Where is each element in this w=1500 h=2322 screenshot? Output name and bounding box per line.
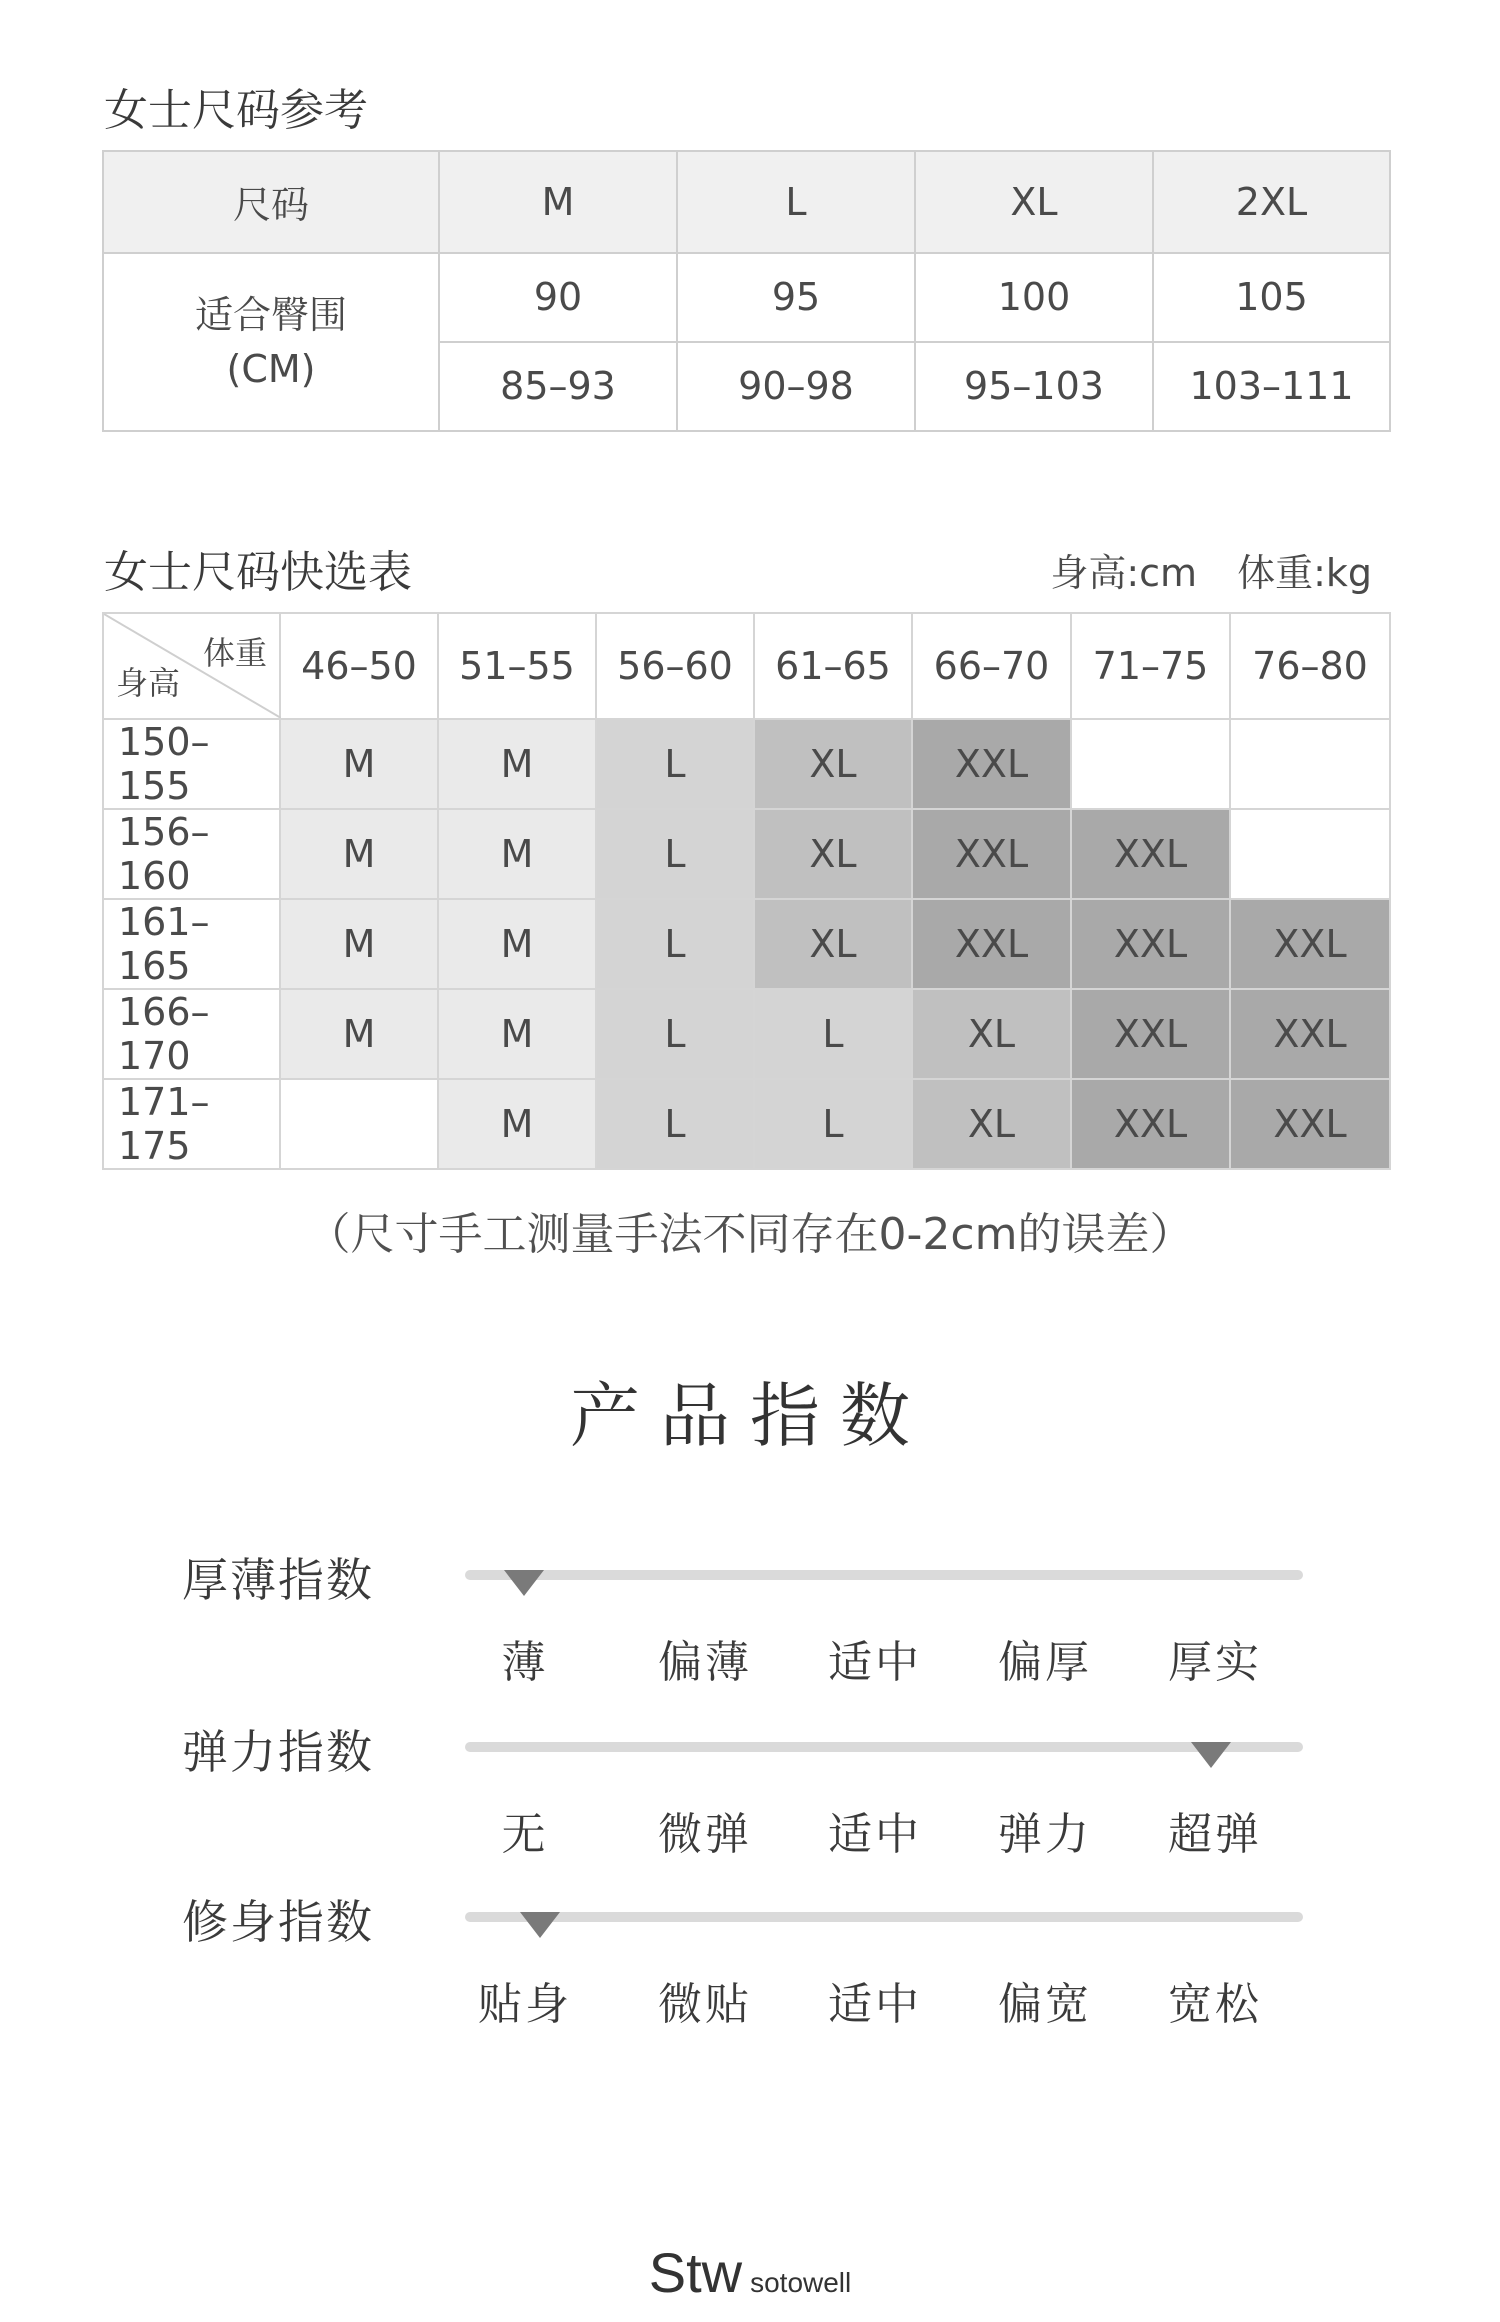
size-cell: XXL: [912, 809, 1071, 899]
index-section-title: 产品指数: [570, 1375, 930, 1457]
logo-mark: Stw: [648, 2241, 743, 2304]
size-cell: XL: [912, 1079, 1071, 1169]
size-cell: L: [596, 1079, 754, 1169]
hip-range-cell: 103–111: [1153, 342, 1390, 431]
size-cell: XXL: [1071, 899, 1230, 989]
quick-section-title: 女士尺码快选表: [104, 547, 412, 598]
size-cell: XXL: [1230, 989, 1390, 1079]
size-cell: XXL: [912, 899, 1071, 989]
size-header-cell: 2XL: [1153, 151, 1390, 253]
weight-header-cell: 56–60: [596, 613, 754, 719]
size-reference-table: [102, 150, 1391, 432]
size-cell: M: [438, 989, 596, 1079]
index-label: 弹力指数: [182, 1725, 374, 1779]
weight-header-cell: 61–65: [754, 613, 912, 719]
size-cell: M: [438, 1079, 596, 1169]
size-quick-select-table: [102, 612, 1391, 1170]
size-cell: XXL: [1071, 989, 1230, 1079]
size-cell: M: [280, 989, 438, 1079]
hip-value-cell: 90: [439, 253, 677, 342]
index-track: [465, 1570, 1303, 1580]
height-unit: 身高:cm: [1050, 551, 1198, 595]
size-cell: [1230, 719, 1390, 809]
weight-header-cell: 76–80: [1230, 613, 1390, 719]
size-cell: M: [438, 899, 596, 989]
size-cell: [1230, 809, 1390, 899]
height-row-label: 150–155: [103, 719, 280, 809]
size-cell: [280, 1079, 438, 1169]
hip-range-cell: 95–103: [915, 342, 1153, 431]
brand-name: sotowell: [750, 2267, 852, 2298]
index-scale-label: 适中: [828, 1809, 922, 1860]
index-label: 修身指数: [182, 1895, 374, 1949]
size-header-cell: XL: [915, 151, 1153, 253]
size-cell: M: [280, 899, 438, 989]
index-scale-label: 弹力: [998, 1809, 1092, 1860]
weight-header-cell: 51–55: [438, 613, 596, 719]
table-row: [103, 253, 1390, 342]
height-row-label: 161–165: [103, 899, 280, 989]
index-scale-label: 微弹: [658, 1809, 752, 1860]
ref-section-title: 女士尺码参考: [104, 85, 368, 136]
size-cell: XL: [754, 809, 912, 899]
hip-range-cell: 85–93: [439, 342, 677, 431]
index-marker-icon: [504, 1570, 544, 1596]
size-cell: M: [438, 809, 596, 899]
table-row: [103, 809, 1390, 899]
size-cell: XL: [754, 719, 912, 809]
weight-header-cell: 71–75: [1071, 613, 1230, 719]
size-cell: L: [596, 809, 754, 899]
weight-header-cell: 46–50: [280, 613, 438, 719]
height-row-label: 166–170: [103, 989, 280, 1079]
size-header-label: 尺码: [103, 151, 439, 253]
weight-unit: 体重:kg: [1237, 551, 1372, 595]
index-scale-label: 偏薄: [658, 1637, 752, 1688]
index-scale-label: 偏厚: [998, 1637, 1092, 1688]
corner-height-label: 身高: [116, 664, 181, 702]
index-scale-label: 超弹: [1168, 1809, 1262, 1860]
table-header-row: [103, 613, 1390, 719]
table-row: [103, 1079, 1390, 1169]
hip-value-cell: 100: [915, 253, 1153, 342]
hip-range-cell: 90–98: [677, 342, 915, 431]
index-scale-label: 无: [501, 1809, 549, 1860]
index-scale-label: 厚实: [1168, 1637, 1262, 1688]
hip-label-text: 适合臀围: [194, 292, 347, 337]
size-cell: L: [596, 719, 754, 809]
size-cell: XXL: [1230, 899, 1390, 989]
index-marker-icon: [520, 1912, 560, 1938]
height-row-label: 156–160: [103, 809, 280, 899]
size-cell: XXL: [1071, 1079, 1230, 1169]
index-scale-label: 薄: [501, 1637, 549, 1688]
size-cell: L: [596, 989, 754, 1079]
measurement-note: （尺寸手工测量手法不同存在0-2cm的误差）: [306, 1209, 1194, 1260]
hip-row-label: [103, 253, 439, 431]
index-scale-label: 贴身: [478, 1979, 572, 2030]
height-row-label: 171–175: [103, 1079, 280, 1169]
size-cell: M: [438, 719, 596, 809]
index-scale-label: 适中: [828, 1637, 922, 1688]
table-row: [103, 899, 1390, 989]
index-scale-label: 偏宽: [998, 1979, 1092, 2030]
index-track: [465, 1742, 1303, 1752]
size-cell: XL: [754, 899, 912, 989]
weight-header-cell: 66–70: [912, 613, 1071, 719]
corner-weight-label: 体重: [202, 634, 267, 672]
size-cell: M: [280, 719, 438, 809]
table-header-row: [103, 151, 1390, 253]
index-marker-icon: [1191, 1742, 1231, 1768]
hip-value-cell: 105: [1153, 253, 1390, 342]
size-cell: M: [280, 809, 438, 899]
index-label: 厚薄指数: [182, 1553, 374, 1607]
hip-value-cell: 95: [677, 253, 915, 342]
hip-label-unit: (CM): [226, 346, 316, 391]
size-cell: XXL: [912, 719, 1071, 809]
index-scale-label: 宽松: [1168, 1979, 1262, 2030]
index-scale-label: 适中: [828, 1979, 922, 2030]
size-header-cell: M: [439, 151, 677, 253]
size-cell: [1071, 719, 1230, 809]
index-track: [465, 1912, 1303, 1922]
size-cell: XL: [912, 989, 1071, 1079]
size-cell: XXL: [1071, 809, 1230, 899]
size-header-cell: L: [677, 151, 915, 253]
size-cell: XXL: [1230, 1079, 1390, 1169]
table-row: [103, 719, 1390, 809]
table-row: [103, 989, 1390, 1079]
brand-logo: [0, 2240, 1500, 2305]
index-scale-label: 微贴: [658, 1979, 752, 2030]
size-cell: L: [754, 989, 912, 1079]
corner-header-cell: [103, 613, 280, 719]
unit-legend: [1050, 542, 1372, 597]
size-cell: L: [596, 899, 754, 989]
size-cell: L: [754, 1079, 912, 1169]
